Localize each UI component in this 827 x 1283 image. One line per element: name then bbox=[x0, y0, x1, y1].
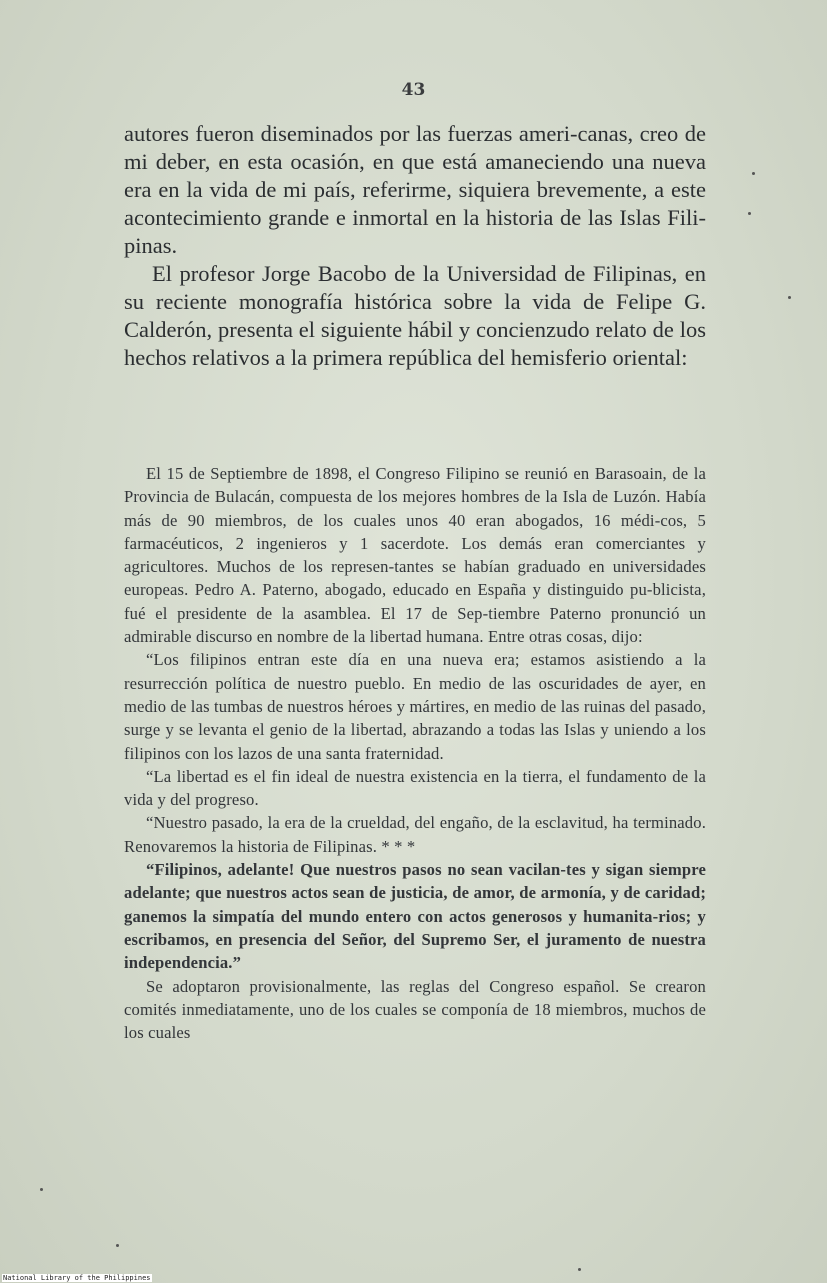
paragraph-speech-3: “Nuestro pasado, la era de la crueldad, del engaño, de la esclavitud, ha terminado. Renovaremos la historia de Filipinas. * * * bbox=[124, 813, 706, 856]
paper-speck bbox=[752, 172, 755, 175]
paragraph-speech-4: “Filipinos, adelante! Que nuestros pasos no sean vacilan-tes y sigan siempre adelante; que nuestros actos sean de justicia, de amor, de armonía, y de caridad; ganemos la simpatía del mundo entero con actos generosos y humanita-rios; y escribamos, en presencia del Señor, del Supremo Ser, el juramento de nuestra independencia.” bbox=[124, 860, 706, 973]
paper-speck bbox=[578, 1268, 581, 1271]
page-number: 43 bbox=[401, 80, 426, 100]
paragraph-continuation: autores fueron diseminados por las fuerzas ameri-canas, creo de mi deber, en esta ocasión, en que está amaneciendo una nueva era en la vida de mi país, referirme, siquiera brevemente, a este acontecimiento grande e inmortal en la historia de las Islas Fili-pinas. bbox=[124, 121, 706, 258]
paper-speck bbox=[40, 1188, 43, 1191]
paragraph-rules: Se adoptaron provisionalmente, las reglas del Congreso español. Se crearon comités inmediatamente, uno de los cuales se componía de 18 miembros, muchos de los cuales bbox=[124, 976, 706, 1043]
paragraph-bacobo-intro: El profesor Jorge Bacobo de la Universidad de Filipinas, en su reciente monografía histórica sobre la vida de Felipe G. Calderón, presenta el siguiente hábil y concienzudo relato de los hechos relativos a la primera república del hemisferio oriental: bbox=[124, 261, 706, 370]
paragraph-congress: El 15 de Septiembre de 1898, el Congreso Filipino se reunió en Barasoain, de la Provincia de Bulacán, compuesta de los mejores hombres de la Isla de Luzón. Había más de 90 miembros, de los cuales unos 40 eran abogados, 16 médi-cos, 5 farmacéuticos, 2 ingenieros y 1 sacerdote. Los demás eran comerciantes y agricultores. Muchos de los represen-tantes se habían graduado en universidades europeas. Pedro A. Paterno, abogado, educado en España y distinguido pu-blicista, fué el presidente de la asamblea. El 17 de Sep-tiembre Paterno pronunció un admirable discurso en nombre de la libertad humana. Entre otras cosas, dijo: bbox=[124, 464, 706, 647]
paragraph-speech-2: “La libertad es el fin ideal de nuestra existencia en la tierra, el fundamento de la vida y del progreso. bbox=[124, 766, 706, 810]
paper-speck bbox=[788, 296, 791, 299]
quoted-account-block bbox=[124, 462, 706, 1044]
paragraph-speech-1: “Los filipinos entran este día en una nueva era; estamos asistiendo a la resurrección política de nuestro pueblo. En medio de las oscuridades de ayer, en medio de las tumbas de nuestros héroes y mártires, en medio de las ruinas del pasado, surge y se levanta el genio de la libertad, abrazando a todas las Islas y uniendo a los filipinos con los lazos de una santa fraternidad. bbox=[124, 650, 706, 763]
paper-speck bbox=[116, 1244, 119, 1247]
library-watermark: National Library of the Philippines bbox=[3, 1274, 151, 1282]
paper-speck bbox=[748, 212, 751, 215]
main-text-block bbox=[124, 120, 706, 372]
